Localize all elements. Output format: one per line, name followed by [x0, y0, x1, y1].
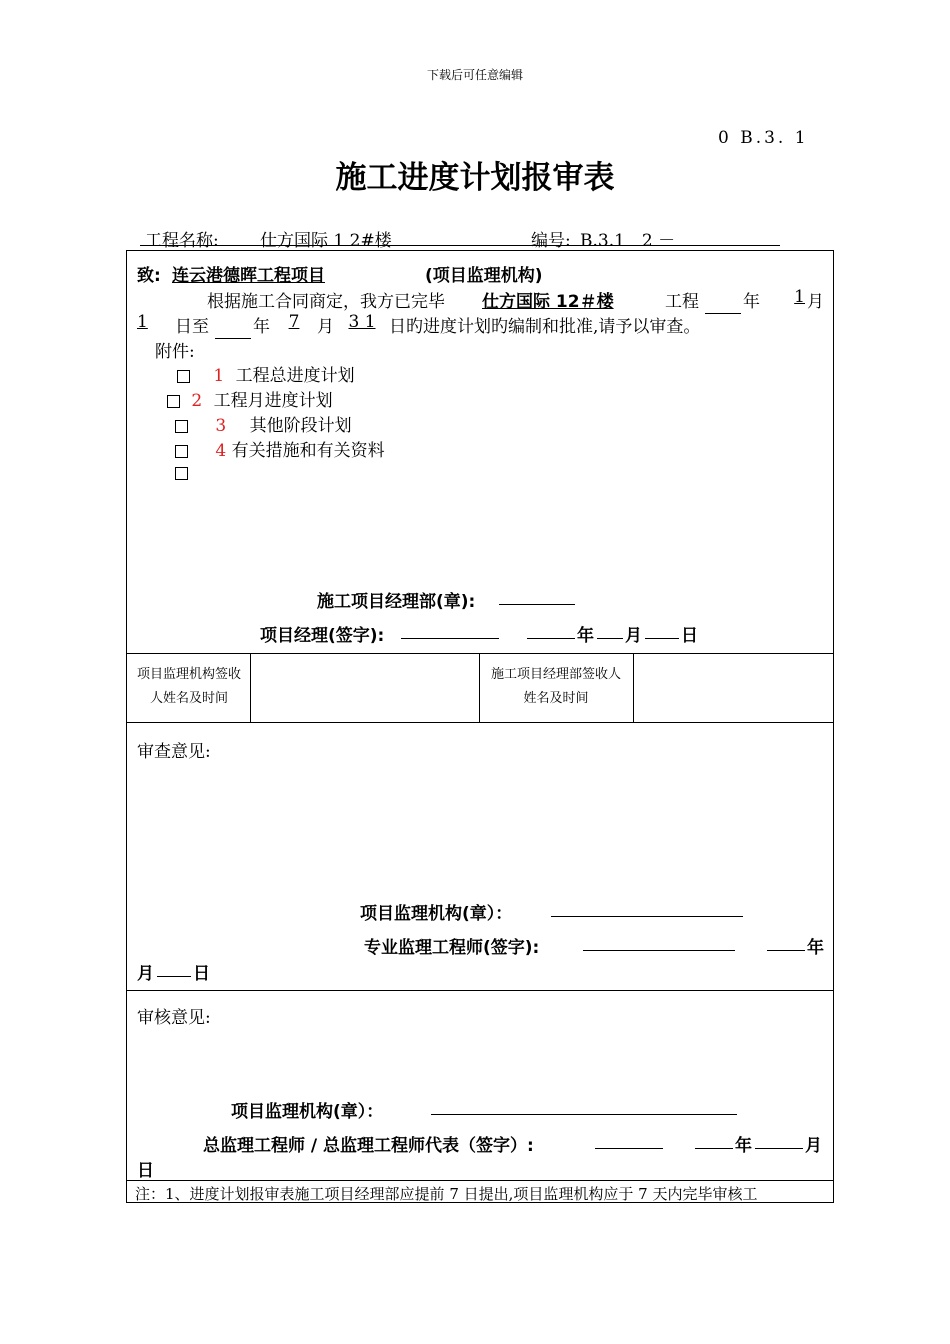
- attachment-text: 其他阶段计划: [249, 416, 352, 436]
- divider: [479, 653, 480, 722]
- form-frame: [126, 250, 834, 1203]
- line1-gongcheng: 工程: [665, 292, 699, 312]
- line1-text: 根据施工合同商定，我方已完毕: [207, 292, 445, 312]
- review-date-day: 日: [193, 964, 210, 984]
- audit-date-year: 年: [735, 1136, 752, 1156]
- dept-sign-label: 施工项目经理部(章):: [317, 592, 476, 612]
- contractor-receipt-label: 施工项目经理部签收人姓名及时间: [490, 667, 621, 706]
- chief-sign-label: 总监理工程师 / 总监理工程师代表（签字）:: [203, 1136, 534, 1156]
- audit-opinion-label: 审核意见:: [137, 1008, 211, 1028]
- attachment-4[interactable]: [175, 436, 385, 461]
- attachment-3[interactable]: [175, 411, 352, 436]
- to-suffix: (项目监理机构): [425, 266, 543, 286]
- attachment-text: 工程月进度计划: [213, 391, 333, 411]
- engineer-sign-label: 专业监理工程师(签字):: [364, 938, 540, 958]
- line1-month-num: 1: [794, 287, 805, 307]
- checkbox-icon[interactable]: [175, 420, 188, 433]
- line2-text-b: 日旳进度计划旳编制和批准,请予以审查。: [389, 317, 701, 337]
- line2-text: 日至: [175, 317, 209, 337]
- attachment-num: 1: [213, 366, 225, 386]
- line1-month: 月: [807, 292, 824, 312]
- number-value: B.3.1 2 －: [580, 231, 676, 251]
- divider: [127, 990, 833, 991]
- line2-year: 年: [253, 317, 270, 337]
- audit-date-month: 月: [805, 1136, 822, 1156]
- attachment-text: 有关措施和有关资料: [231, 441, 385, 461]
- footnote: 注：1、进度计划报审表施工项目经理部应提前 7 日提出,项目监理机构应于 7 天内完毕审核工: [135, 1185, 758, 1203]
- date-month: 月: [625, 626, 642, 646]
- supervisor-receipt-label: 项目监理机构签收人姓名及时间: [136, 667, 241, 706]
- attachment-text: 工程总进度计划: [235, 366, 355, 386]
- line2-month-num: 7: [288, 312, 300, 332]
- number-label: 编号:: [531, 231, 571, 251]
- date-day: 日: [681, 626, 698, 646]
- attachment-num: 4: [215, 441, 227, 461]
- attachment-num: 3: [215, 416, 227, 436]
- attachment-num: 2: [191, 391, 203, 411]
- divider: [250, 653, 251, 722]
- line2-day-num: 1: [137, 312, 148, 332]
- project-name-value: 仕方国际 1 2#楼: [260, 231, 392, 251]
- review-opinion-label: 审查意见:: [137, 742, 211, 762]
- divider: [633, 653, 634, 722]
- attachment-5-checkbox[interactable]: [175, 463, 188, 483]
- page-title: 施工进度计划报审表: [335, 160, 615, 196]
- to-label: 致:: [137, 266, 161, 286]
- audit-org-sign-label: 项目监理机构(章）：: [231, 1102, 384, 1122]
- divider: [127, 1180, 833, 1181]
- supervisor-org-sign-label: 项目监理机构(章）：: [360, 904, 513, 924]
- attachment-1[interactable]: [177, 361, 355, 386]
- form-code: 0 B.3. 1: [718, 128, 809, 148]
- project-name-label: 工程名称:: [145, 231, 219, 251]
- to-value: 连云港德晖工程项目: [172, 266, 325, 286]
- line1-project: 仕方国际 12＃楼: [482, 292, 614, 312]
- date-year: 年: [577, 626, 594, 646]
- checkbox-icon[interactable]: [167, 395, 180, 408]
- header-note: 下载后可任意编辑: [426, 68, 523, 82]
- checkbox-icon[interactable]: [177, 370, 190, 383]
- line2-month: 月: [317, 317, 334, 337]
- checkbox-icon[interactable]: [175, 467, 188, 480]
- checkbox-icon[interactable]: [175, 445, 188, 458]
- review-date-year: 年: [807, 938, 824, 958]
- attachments-label: 附件:: [155, 342, 195, 362]
- info-underline: [140, 245, 780, 246]
- line2-day: 3 1: [348, 312, 376, 332]
- review-date-month: 月: [137, 964, 154, 984]
- audit-date-day: 日: [137, 1161, 154, 1181]
- divider: [127, 653, 833, 654]
- divider: [127, 722, 833, 723]
- attachment-2[interactable]: [167, 386, 333, 411]
- line1-year: 年: [743, 292, 760, 312]
- manager-sign-label: 项目经理(签字):: [260, 626, 385, 646]
